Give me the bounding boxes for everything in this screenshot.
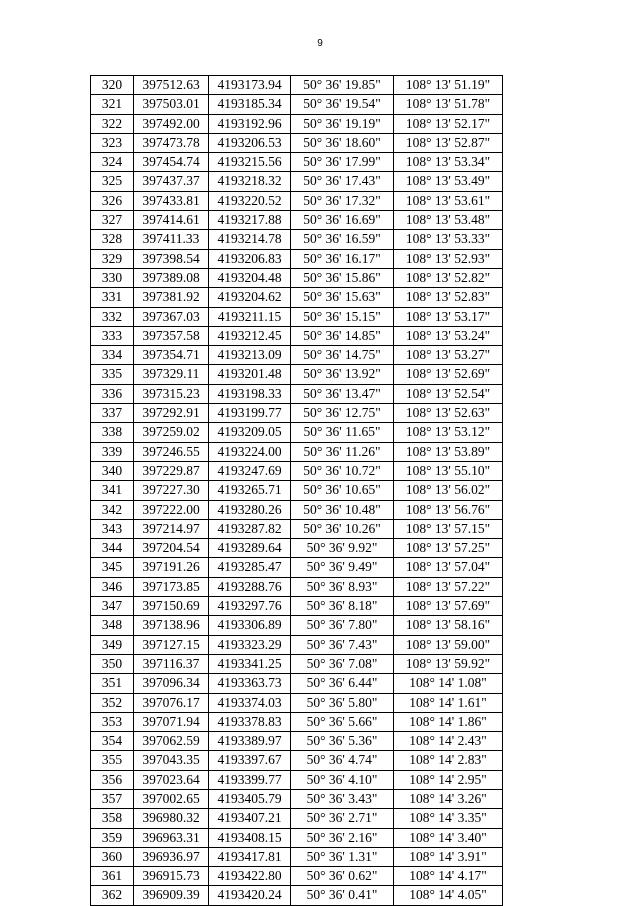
x-coordinate-cell: 397367.03 [134, 307, 209, 326]
x-coordinate-cell: 397437.37 [134, 172, 209, 191]
x-coordinate-cell: 397292.91 [134, 404, 209, 423]
x-coordinate-cell: 397116.37 [134, 654, 209, 673]
latitude-cell: 50° 36' 10.65" [291, 481, 394, 500]
table-row [91, 789, 503, 808]
latitude-cell: 50° 36' 19.54" [291, 95, 394, 114]
y-coordinate-cell: 4193389.97 [209, 732, 291, 751]
y-coordinate-cell: 4193288.76 [209, 577, 291, 596]
latitude-cell: 50° 36' 11.65" [291, 423, 394, 442]
longitude-cell: 108° 14' 3.40" [394, 828, 503, 847]
longitude-cell: 108° 13' 59.00" [394, 635, 503, 654]
x-coordinate-cell: 397222.00 [134, 500, 209, 519]
x-coordinate-cell: 397492.00 [134, 114, 209, 133]
point-number-cell: 334 [91, 346, 134, 365]
longitude-cell: 108° 14' 4.17" [394, 867, 503, 886]
table-row [91, 423, 503, 442]
x-coordinate-cell: 397414.61 [134, 211, 209, 230]
point-number-cell: 339 [91, 442, 134, 461]
longitude-cell: 108° 14' 2.43" [394, 732, 503, 751]
longitude-cell: 108° 14' 2.83" [394, 751, 503, 770]
y-coordinate-cell: 4193212.45 [209, 326, 291, 345]
x-coordinate-cell: 397315.23 [134, 384, 209, 403]
x-coordinate-cell: 397473.78 [134, 133, 209, 152]
point-number-cell: 351 [91, 674, 134, 693]
table-row [91, 133, 503, 152]
point-number-cell: 335 [91, 365, 134, 384]
point-number-cell: 359 [91, 828, 134, 847]
longitude-cell: 108° 13' 52.69" [394, 365, 503, 384]
latitude-cell: 50° 36' 17.99" [291, 153, 394, 172]
point-number-cell: 354 [91, 732, 134, 751]
y-coordinate-cell: 4193209.05 [209, 423, 291, 442]
y-coordinate-cell: 4193285.47 [209, 558, 291, 577]
y-coordinate-cell: 4193192.96 [209, 114, 291, 133]
x-coordinate-cell: 397138.96 [134, 616, 209, 635]
table-row [91, 635, 503, 654]
table-row [91, 95, 503, 114]
y-coordinate-cell: 4193224.00 [209, 442, 291, 461]
y-coordinate-cell: 4193173.94 [209, 76, 291, 95]
table-row [91, 539, 503, 558]
table-row [91, 288, 503, 307]
x-coordinate-cell: 397503.01 [134, 95, 209, 114]
latitude-cell: 50° 36' 4.74" [291, 751, 394, 770]
y-coordinate-cell: 4193199.77 [209, 404, 291, 423]
table-row [91, 211, 503, 230]
longitude-cell: 108° 13' 57.69" [394, 597, 503, 616]
point-number-cell: 338 [91, 423, 134, 442]
point-number-cell: 352 [91, 693, 134, 712]
x-coordinate-cell: 397096.34 [134, 674, 209, 693]
point-number-cell: 346 [91, 577, 134, 596]
point-number-cell: 353 [91, 712, 134, 731]
coordinates-table-body [91, 76, 503, 906]
x-coordinate-cell: 396915.73 [134, 867, 209, 886]
y-coordinate-cell: 4193217.88 [209, 211, 291, 230]
point-number-cell: 361 [91, 867, 134, 886]
point-number-cell: 356 [91, 770, 134, 789]
table-row [91, 442, 503, 461]
longitude-cell: 108° 13' 57.22" [394, 577, 503, 596]
y-coordinate-cell: 4193287.82 [209, 519, 291, 538]
longitude-cell: 108° 13' 52.93" [394, 249, 503, 268]
point-number-cell: 329 [91, 249, 134, 268]
x-coordinate-cell: 396980.32 [134, 809, 209, 828]
point-number-cell: 360 [91, 847, 134, 866]
y-coordinate-cell: 4193323.29 [209, 635, 291, 654]
coordinates-table [90, 75, 503, 906]
longitude-cell: 108° 13' 53.49" [394, 172, 503, 191]
longitude-cell: 108° 13' 53.61" [394, 191, 503, 210]
y-coordinate-cell: 4193341.25 [209, 654, 291, 673]
latitude-cell: 50° 36' 4.10" [291, 770, 394, 789]
longitude-cell: 108° 13' 56.76" [394, 500, 503, 519]
y-coordinate-cell: 4193374.03 [209, 693, 291, 712]
latitude-cell: 50° 36' 8.18" [291, 597, 394, 616]
point-number-cell: 344 [91, 539, 134, 558]
y-coordinate-cell: 4193420.24 [209, 886, 291, 905]
latitude-cell: 50° 36' 17.32" [291, 191, 394, 210]
y-coordinate-cell: 4193247.69 [209, 461, 291, 480]
point-number-cell: 343 [91, 519, 134, 538]
y-coordinate-cell: 4193306.89 [209, 616, 291, 635]
longitude-cell: 108° 13' 58.16" [394, 616, 503, 635]
y-coordinate-cell: 4193211.15 [209, 307, 291, 326]
x-coordinate-cell: 397150.69 [134, 597, 209, 616]
point-number-cell: 345 [91, 558, 134, 577]
point-number-cell: 355 [91, 751, 134, 770]
point-number-cell: 322 [91, 114, 134, 133]
longitude-cell: 108° 14' 1.61" [394, 693, 503, 712]
point-number-cell: 358 [91, 809, 134, 828]
latitude-cell: 50° 36' 17.43" [291, 172, 394, 191]
longitude-cell: 108° 13' 52.54" [394, 384, 503, 403]
table-row [91, 847, 503, 866]
y-coordinate-cell: 4193198.33 [209, 384, 291, 403]
x-coordinate-cell: 397389.08 [134, 268, 209, 287]
point-number-cell: 326 [91, 191, 134, 210]
y-coordinate-cell: 4193297.76 [209, 597, 291, 616]
longitude-cell: 108° 13' 56.02" [394, 481, 503, 500]
x-coordinate-cell: 397454.74 [134, 153, 209, 172]
x-coordinate-cell: 397127.15 [134, 635, 209, 654]
x-coordinate-cell: 397002.65 [134, 789, 209, 808]
table-row [91, 268, 503, 287]
x-coordinate-cell: 397062.59 [134, 732, 209, 751]
longitude-cell: 108° 13' 57.15" [394, 519, 503, 538]
latitude-cell: 50° 36' 2.71" [291, 809, 394, 828]
x-coordinate-cell: 397071.94 [134, 712, 209, 731]
latitude-cell: 50° 36' 13.92" [291, 365, 394, 384]
table-row [91, 751, 503, 770]
page-number: 9 [317, 38, 323, 49]
latitude-cell: 50° 36' 7.80" [291, 616, 394, 635]
x-coordinate-cell: 397512.63 [134, 76, 209, 95]
point-number-cell: 350 [91, 654, 134, 673]
point-number-cell: 330 [91, 268, 134, 287]
point-number-cell: 320 [91, 76, 134, 95]
x-coordinate-cell: 396963.31 [134, 828, 209, 847]
x-coordinate-cell: 396936.97 [134, 847, 209, 866]
table-row [91, 597, 503, 616]
x-coordinate-cell: 397229.87 [134, 461, 209, 480]
longitude-cell: 108° 13' 53.12" [394, 423, 503, 442]
x-coordinate-cell: 397204.54 [134, 539, 209, 558]
y-coordinate-cell: 4193397.67 [209, 751, 291, 770]
latitude-cell: 50° 36' 9.49" [291, 558, 394, 577]
latitude-cell: 50° 36' 10.26" [291, 519, 394, 538]
longitude-cell: 108° 13' 53.27" [394, 346, 503, 365]
y-coordinate-cell: 4193218.32 [209, 172, 291, 191]
table-row [91, 674, 503, 693]
longitude-cell: 108° 13' 57.04" [394, 558, 503, 577]
table-row [91, 500, 503, 519]
x-coordinate-cell: 397023.64 [134, 770, 209, 789]
y-coordinate-cell: 4193280.26 [209, 500, 291, 519]
latitude-cell: 50° 36' 15.86" [291, 268, 394, 287]
point-number-cell: 341 [91, 481, 134, 500]
latitude-cell: 50° 36' 10.48" [291, 500, 394, 519]
x-coordinate-cell: 397433.81 [134, 191, 209, 210]
point-number-cell: 347 [91, 597, 134, 616]
point-number-cell: 362 [91, 886, 134, 905]
longitude-cell: 108° 13' 57.25" [394, 539, 503, 558]
longitude-cell: 108° 13' 51.19" [394, 76, 503, 95]
longitude-cell: 108° 13' 53.33" [394, 230, 503, 249]
table-row [91, 191, 503, 210]
x-coordinate-cell: 397357.58 [134, 326, 209, 345]
y-coordinate-cell: 4193206.83 [209, 249, 291, 268]
latitude-cell: 50° 36' 18.60" [291, 133, 394, 152]
latitude-cell: 50° 36' 7.43" [291, 635, 394, 654]
x-coordinate-cell: 397411.33 [134, 230, 209, 249]
latitude-cell: 50° 36' 8.93" [291, 577, 394, 596]
x-coordinate-cell: 396909.39 [134, 886, 209, 905]
point-number-cell: 342 [91, 500, 134, 519]
x-coordinate-cell: 397173.85 [134, 577, 209, 596]
table-row [91, 307, 503, 326]
latitude-cell: 50° 36' 14.85" [291, 326, 394, 345]
y-coordinate-cell: 4193201.48 [209, 365, 291, 384]
table-row [91, 616, 503, 635]
latitude-cell: 50° 36' 14.75" [291, 346, 394, 365]
longitude-cell: 108° 14' 3.35" [394, 809, 503, 828]
point-number-cell: 331 [91, 288, 134, 307]
point-number-cell: 332 [91, 307, 134, 326]
y-coordinate-cell: 4193220.52 [209, 191, 291, 210]
longitude-cell: 108° 13' 53.89" [394, 442, 503, 461]
point-number-cell: 324 [91, 153, 134, 172]
longitude-cell: 108° 13' 53.34" [394, 153, 503, 172]
x-coordinate-cell: 397329.11 [134, 365, 209, 384]
latitude-cell: 50° 36' 5.66" [291, 712, 394, 731]
table-row [91, 809, 503, 828]
longitude-cell: 108° 13' 52.17" [394, 114, 503, 133]
table-row [91, 404, 503, 423]
latitude-cell: 50° 36' 10.72" [291, 461, 394, 480]
table-row [91, 558, 503, 577]
y-coordinate-cell: 4193417.81 [209, 847, 291, 866]
table-row [91, 712, 503, 731]
longitude-cell: 108° 13' 51.78" [394, 95, 503, 114]
table-row [91, 770, 503, 789]
x-coordinate-cell: 397227.30 [134, 481, 209, 500]
latitude-cell: 50° 36' 5.36" [291, 732, 394, 751]
longitude-cell: 108° 13' 52.83" [394, 288, 503, 307]
table-row [91, 461, 503, 480]
table-row [91, 153, 503, 172]
y-coordinate-cell: 4193204.48 [209, 268, 291, 287]
latitude-cell: 50° 36' 0.41" [291, 886, 394, 905]
y-coordinate-cell: 4193363.73 [209, 674, 291, 693]
latitude-cell: 50° 36' 11.26" [291, 442, 394, 461]
latitude-cell: 50° 36' 3.43" [291, 789, 394, 808]
longitude-cell: 108° 13' 52.63" [394, 404, 503, 423]
table-row [91, 577, 503, 596]
y-coordinate-cell: 4193265.71 [209, 481, 291, 500]
latitude-cell: 50° 36' 5.80" [291, 693, 394, 712]
latitude-cell: 50° 36' 6.44" [291, 674, 394, 693]
table-row [91, 76, 503, 95]
longitude-cell: 108° 13' 53.17" [394, 307, 503, 326]
table-row [91, 867, 503, 886]
longitude-cell: 108° 14' 1.08" [394, 674, 503, 693]
point-number-cell: 321 [91, 95, 134, 114]
table-row [91, 114, 503, 133]
y-coordinate-cell: 4193204.62 [209, 288, 291, 307]
x-coordinate-cell: 397398.54 [134, 249, 209, 268]
point-number-cell: 323 [91, 133, 134, 152]
latitude-cell: 50° 36' 0.62" [291, 867, 394, 886]
longitude-cell: 108° 14' 4.05" [394, 886, 503, 905]
longitude-cell: 108° 13' 52.87" [394, 133, 503, 152]
y-coordinate-cell: 4193214.78 [209, 230, 291, 249]
latitude-cell: 50° 36' 16.69" [291, 211, 394, 230]
latitude-cell: 50° 36' 7.08" [291, 654, 394, 673]
longitude-cell: 108° 14' 3.91" [394, 847, 503, 866]
latitude-cell: 50° 36' 9.92" [291, 539, 394, 558]
y-coordinate-cell: 4193399.77 [209, 770, 291, 789]
latitude-cell: 50° 36' 15.63" [291, 288, 394, 307]
longitude-cell: 108° 14' 3.26" [394, 789, 503, 808]
table-row [91, 886, 503, 905]
longitude-cell: 108° 13' 59.92" [394, 654, 503, 673]
x-coordinate-cell: 397259.02 [134, 423, 209, 442]
latitude-cell: 50° 36' 15.15" [291, 307, 394, 326]
table-row [91, 481, 503, 500]
y-coordinate-cell: 4193185.34 [209, 95, 291, 114]
table-row [91, 828, 503, 847]
x-coordinate-cell: 397191.26 [134, 558, 209, 577]
longitude-cell: 108° 13' 53.24" [394, 326, 503, 345]
y-coordinate-cell: 4193289.64 [209, 539, 291, 558]
latitude-cell: 50° 36' 13.47" [291, 384, 394, 403]
x-coordinate-cell: 397381.92 [134, 288, 209, 307]
point-number-cell: 333 [91, 326, 134, 345]
y-coordinate-cell: 4193215.56 [209, 153, 291, 172]
table-row [91, 326, 503, 345]
y-coordinate-cell: 4193213.09 [209, 346, 291, 365]
y-coordinate-cell: 4193206.53 [209, 133, 291, 152]
point-number-cell: 327 [91, 211, 134, 230]
point-number-cell: 357 [91, 789, 134, 808]
point-number-cell: 340 [91, 461, 134, 480]
point-number-cell: 336 [91, 384, 134, 403]
x-coordinate-cell: 397214.97 [134, 519, 209, 538]
x-coordinate-cell: 397076.17 [134, 693, 209, 712]
point-number-cell: 325 [91, 172, 134, 191]
y-coordinate-cell: 4193408.15 [209, 828, 291, 847]
latitude-cell: 50° 36' 19.19" [291, 114, 394, 133]
point-number-cell: 349 [91, 635, 134, 654]
point-number-cell: 328 [91, 230, 134, 249]
longitude-cell: 108° 14' 1.86" [394, 712, 503, 731]
table-row [91, 519, 503, 538]
table-row [91, 346, 503, 365]
y-coordinate-cell: 4193378.83 [209, 712, 291, 731]
y-coordinate-cell: 4193422.80 [209, 867, 291, 886]
longitude-cell: 108° 13' 52.82" [394, 268, 503, 287]
table-row [91, 249, 503, 268]
y-coordinate-cell: 4193407.21 [209, 809, 291, 828]
table-row [91, 230, 503, 249]
table-row [91, 693, 503, 712]
y-coordinate-cell: 4193405.79 [209, 789, 291, 808]
x-coordinate-cell: 397246.55 [134, 442, 209, 461]
latitude-cell: 50° 36' 19.85" [291, 76, 394, 95]
table-row [91, 654, 503, 673]
x-coordinate-cell: 397043.35 [134, 751, 209, 770]
latitude-cell: 50° 36' 1.31" [291, 847, 394, 866]
x-coordinate-cell: 397354.71 [134, 346, 209, 365]
point-number-cell: 337 [91, 404, 134, 423]
longitude-cell: 108° 13' 55.10" [394, 461, 503, 480]
table-row [91, 384, 503, 403]
latitude-cell: 50° 36' 16.17" [291, 249, 394, 268]
table-row [91, 172, 503, 191]
table-row [91, 732, 503, 751]
longitude-cell: 108° 13' 53.48" [394, 211, 503, 230]
latitude-cell: 50° 36' 2.16" [291, 828, 394, 847]
point-number-cell: 348 [91, 616, 134, 635]
latitude-cell: 50° 36' 12.75" [291, 404, 394, 423]
latitude-cell: 50° 36' 16.59" [291, 230, 394, 249]
longitude-cell: 108° 14' 2.95" [394, 770, 503, 789]
table-row [91, 365, 503, 384]
